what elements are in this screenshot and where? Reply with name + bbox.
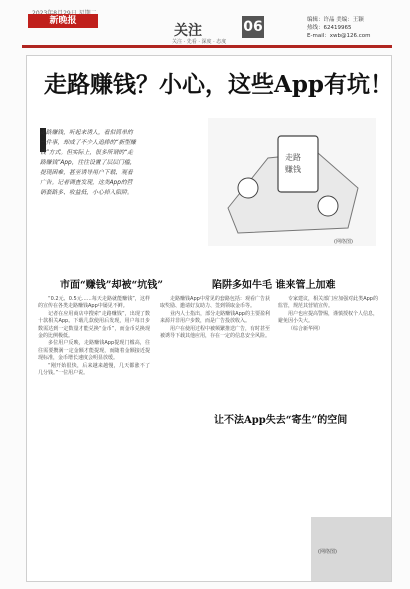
section-heading-2: 陷阱多如牛毛 谁来管上加难	[212, 280, 336, 291]
editor-line: 编辑：许晶 美编：王颖	[307, 17, 364, 23]
paragraph: 业内人士指出，部分走路赚钱App的主要盈利来源并非用户步数，而是广告投放收入。	[160, 310, 270, 325]
illustration-caption: (网络图)	[334, 239, 353, 245]
paragraph: 多位用户反映，走路赚钱App提现门槛高，往往需要攒满一定金额才能提现，而随着金额接近提现标准，金币增长速度会明显放缓。	[38, 340, 150, 362]
section-subtitle: 关注 · 先看 · 深度 · 态度	[172, 39, 227, 45]
paragraph: 走路赚钱App中常见的套路包括：观看广告获取奖励、邀请好友助力、签到领取金币等。	[160, 296, 270, 310]
email: E-mail：xwb@126.com	[307, 33, 371, 39]
paragraph: 用户在使用过程中被频繁推送广告，有时甚至被诱导下载其他应用，存在一定的信息安全风险。	[160, 325, 271, 340]
article-title: 走路赚钱？小心，这些App有坑！	[44, 71, 394, 98]
masthead-logo: 新晚报	[28, 14, 98, 28]
paragraph: “刚开始很快，后来越来越慢，几天都涨不了几分钱。”一位用户说。	[38, 362, 150, 377]
header-meta	[307, 16, 370, 40]
section-heading-1: 市面“赚钱”却被“坑钱”	[60, 280, 164, 291]
section-heading-3: 让不法App失去“寄生”的空间	[214, 415, 348, 426]
article-illustration	[208, 118, 376, 246]
paragraph: 用户也应提高警惕，谨慎授权个人信息，避免因小失大。	[278, 310, 379, 325]
paragraph: 专家建议，相关部门应加强对此类App的监管，规范其营销宣传。	[278, 296, 378, 310]
article-lead: 走路赚钱，听起来诱人，看似简单的一件事，却成了不少人追捧的“新型赚钱”方式。但实际上，很多所谓的“走路赚钱”App，往往设置了层层门槛，提现困难，甚至诱导用户下载、观看广告。记者调查发现，这类App的营销套路多、收益低，小心掉入陷阱。	[40, 130, 136, 196]
article-column-middle	[160, 296, 270, 340]
page-number: 06	[242, 16, 264, 38]
bottom-photo-caption: (网络图)	[318, 549, 337, 555]
paragraph: “0.2元、0.5元……每天走路就能赚钱”，这样的宣传在各类走路赚钱App中屡见不鲜。	[38, 296, 150, 310]
page-header	[22, 8, 392, 44]
article-column-right	[278, 296, 378, 333]
paragraph: 记者在应用商店中搜索“走路赚钱”，出现了数十款相关App。下载几款使用后发现，用户每日步数需达到一定数量才能兑换“金币”，而金币兑换现金的比例极低。	[38, 310, 150, 340]
hotline: 热线：62419965	[307, 25, 352, 31]
section-title: 关注	[174, 23, 202, 39]
paragraph: （综合新华网）	[288, 325, 324, 332]
svg-text:赚钱: 赚钱	[285, 165, 301, 174]
svg-text:走路: 走路	[285, 153, 301, 162]
header-rule	[22, 45, 392, 48]
article-column-left	[38, 296, 150, 377]
